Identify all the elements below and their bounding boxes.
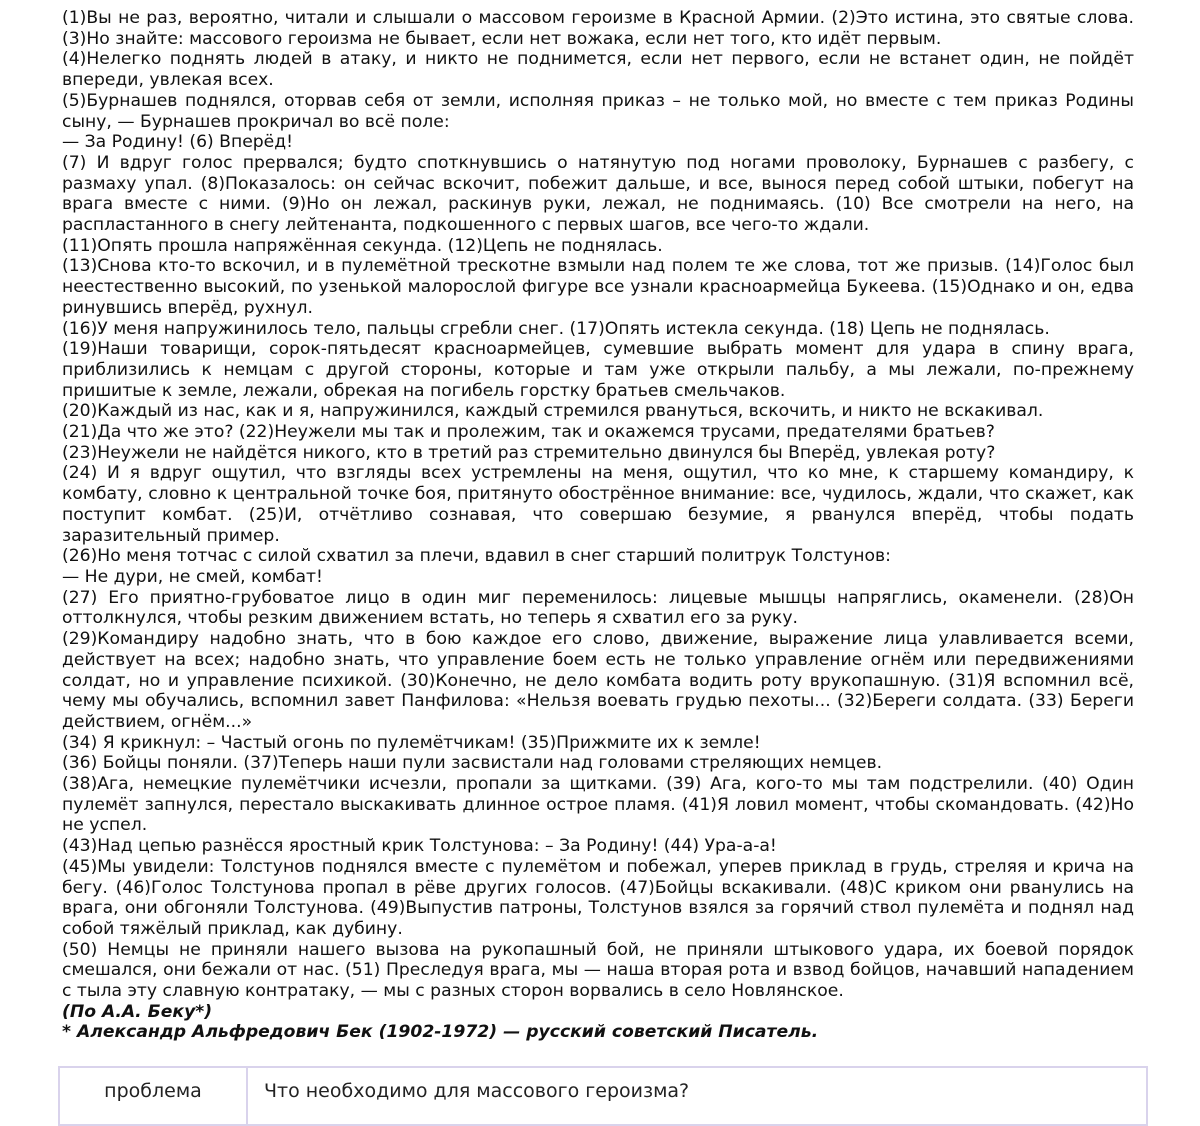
problem-value-cell: Что необходимо для массового героизма? — [264, 1080, 690, 1102]
paragraph-21: (43)Над цепью разнёсся яростный крик Толстунова: – За Родину! (44) Ура-а-а! — [62, 836, 777, 857]
paragraph-20: (38)Ага, немецкие пулемётчики исчезли, пропали за щитками. (39) Ага, кого-то мы там подстрелили. (40) Один пулемёт запнулся, перестало выскакивать длинное острое пламя. (41)Я ловил момент, чтобы скомандовать. (42)Но не успел. — [62, 774, 1134, 836]
paragraph-5: (7) И вдруг голос прервался; будто споткнувшись о натянутую под ногами проволоку, Бурнашев с разбегу, с размаху упал. (8)Показалось: он сейчас вскочит, побежит дальше, и все, вынося перед собой штыки, побегут на врага вместе с ними. (9)Но он лежал, раскинув руки, лежал, не поднимаясь. (10) Все смотрели на него, на распластанного в снегу лейтенанта, подкошенного с первых шагов, все чего-то ждали. — [62, 152, 1134, 236]
problem-table — [58, 1066, 1148, 1126]
paragraph-17: (29)Командиру надобно знать, что в бою каждое его слово, движение, выражение лица улавливается всеми, действует на всех; надобно знать, что управление боем есть не только управление огнём или передвижениями солдат, но и управление психикой. (30)Конечно, не дело комбата водить роту врукопашную. (31)Я вспомнил всё, чему мы обучались, вспомнил завет Панфилова: «Нельзя воевать грудью пехоты... (32)Береги солдата. (33) Береги действием, огнём...» — [62, 629, 1134, 732]
source-attribution: (По А.А. Беку*) — [62, 1001, 213, 1022]
paragraph-8: (16)У меня напружинилось тело, пальцы сгребли снег. (17)Опять истекла секунда. (18) Цепь не поднялась. — [62, 318, 1050, 339]
essay-text — [62, 8, 1134, 1043]
paragraph-18: (34) Я крикнул: – Частый огонь по пулемётчикам! (35)Прижмите их к земле! — [62, 732, 761, 753]
problem-label-cell: проблема — [60, 1068, 248, 1124]
paragraph-10: (20)Каждый из нас, как и я, напружинился, каждый стремился рвануться, вскочить, и никто не вскакивал. — [62, 401, 1044, 422]
paragraph-15: — Не дури, не смей, комбат! — [62, 566, 323, 587]
paragraph-2: (4)Нелегко поднять людей в атаку, и никто не поднимется, если нет первого, если не встанет один, не пойдёт впереди, увлекая всех. — [62, 49, 1134, 91]
paragraph-4: — За Родину! (6) Вперёд! — [62, 132, 294, 153]
paragraph-6: (11)Опять прошла напряжённая секунда. (12)Цепь не поднялась. — [62, 235, 663, 256]
paragraph-14: (26)Но меня тотчас с силой схватил за плечи, вдавил в снег старший политрук Толстунов: — [62, 546, 891, 567]
author-footnote: * Александр Альфредович Бек (1902-1972) — русский советский Писатель. — [62, 1022, 819, 1043]
paragraph-22: (45)Мы увидели: Толстунов поднялся вместе с пулемётом и побежал, уперев приклад в грудь, стреляя и крича на бегу. (46)Голос Толстунова пропал в рёве других голосов. (47)Бойцы вскакивали. (48)С криком они рванулись на врага, они обгоняли Толстунова. (49)Выпустив патроны, Толстунов взялся за горячий ствол пулемёта и поднял над собой тяжёлый приклад, как дубину. — [62, 856, 1134, 939]
paragraph-19: (36) Бойцы поняли. (37)Теперь наши пули засвистали над головами стреляющих немцев. — [62, 753, 883, 774]
paragraph-7: (13)Снова кто-то вскочил, и в пулемётной трескотне взмыли над полем те же слова, тот же призыв. (14)Голос был неестественно высокий, по узенькой малорослой фигуре все узнали красноармейца Букеева. (15)Однако и он, едва ринувшись вперёд, рухнул. — [62, 256, 1134, 318]
paragraph-1: (1)Вы не раз, вероятно, читали и слышали о массовом героизме в Красной Армии. (2)Это истина, это святые слова. (3)Но знайте: массового героизма не бывает, если нет вожака, если нет того, кто идёт первым. — [62, 8, 1134, 49]
paragraph-12: (23)Неужели не найдётся никого, кто в третий раз стремительно двинулся бы Вперёд, увлекая роту? — [62, 442, 996, 463]
paragraph-11: (21)Да что же это? (22)Неужели мы так и пролежим, так и окажемся трусами, предателями братьев? — [62, 422, 995, 443]
paragraph-13: (24) И я вдруг ощутил, что взгляды всех устремлены на меня, ощутил, что ко мне, к старшему командиру, к комбату, словно к центральной точке боя, притянуто обострённое внимание: все, чудилось, ждали, что скажет, как поступит комбат. (25)И, отчётливо сознавая, что совершаю безумие, я рванулся вперёд, чтобы подать заразительный пример. — [62, 463, 1134, 546]
paragraph-9: (19)Наши товарищи, сорок-пятьдесят красноармейцев, сумевшие выбрать момент для удара в спину врага, приблизились к немцам с другой стороны, которые и там уже открыли пальбу, а мы лежали, по-прежнему пришитые к земле, лежали, обрекая на погибель горстку братьев смельчаков. — [62, 339, 1134, 401]
paragraph-16: (27) Его приятно-грубоватое лицо в один миг переменилось: лицевые мышцы напряглись, окаменели. (28)Он оттолкнулся, чтобы резким движением встать, но теперь я схватил его за руку. — [62, 587, 1134, 629]
paragraph-3: (5)Бурнашев поднялся, оторвав себя от земли, исполняя приказ – не только мой, но вместе с тем приказ Родины сыну, — Бурнашев прокричал во всё поле: — [62, 90, 1134, 132]
paragraph-23: (50) Немцы не приняли нашего вызова на рукопашный бой, не приняли штыкового удара, их боевой порядок смешался, они бежали от нас. (51) Преследуя врага, мы — наша вторая рота и взвод бойцов, начавший нападением с тыла эту славную контратаку, — мы с разных сторон ворвались в село Новлянское. — [62, 939, 1134, 1002]
